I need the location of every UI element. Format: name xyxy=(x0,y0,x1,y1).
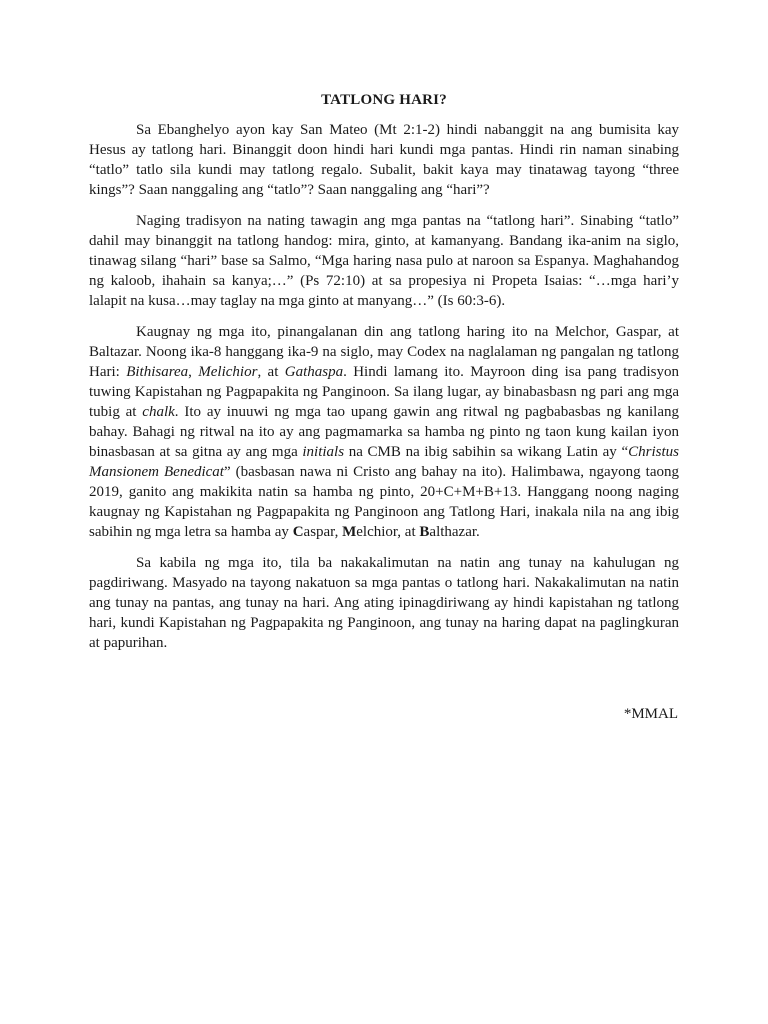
text-run: Sa kabila ng mga ito, tila ba nakakalimutan na natin ang tunay na kahulugan ng pagdiriwang. Masyado na tayong nakatuon sa mga pantas o tatlong hari. Nakakalimutan na natin ang tunay na pantas, ang tunay na hari. Ang ating ipinagdiriwang ay hindi kapistahan ng tatlong hari, kundi Kapistahan ng Pagpapakita ng Panginoon, ang tunay na haring dapat na paglingkuran at papurihan. xyxy=(89,555,679,651)
text-run: aspar, xyxy=(303,524,343,540)
text-run: , at xyxy=(257,364,285,380)
text-run: Kaugnay ng mga ito, pinangalanan din ang tatlong haring ito na Melchor, Gaspar, at Baltazar. Noong ika-8 hanggang ika-9 na siglo, may Codex na naglalaman ng pangalan ng tatlong Hari: xyxy=(89,324,679,380)
italic-term: Gathaspa xyxy=(284,364,344,380)
paragraph-2 xyxy=(89,211,679,311)
text-run: ” (basbasan nawa ni Cristo ang bahay na ito). Halimbawa, ngayong taong 2019, ganito ang makikita natin sa hamba ng pinto, 20+C+M+B+13. Hanggang noong naging kaugnay ng Kapistahan ng Pagpapakita ng Panginoon ang Tatlong Hari, inakala nila na ang ibig sabihin ng mga letra sa hamba ay xyxy=(89,464,680,540)
text-run: . Hindi lamang ito. Mayroon ding isa pang tradisyon tuwing Kapistahan ng Pagpapakita ng Panginoon. Sa ilang lugar, ay binabasbasn ng pari ang mga tubig at xyxy=(89,364,679,420)
paragraph-4 xyxy=(89,553,679,653)
paragraph-1 xyxy=(89,120,679,200)
author-signature: *MMAL xyxy=(623,706,678,722)
text-run: Naging tradisyon na nating tawagin ang mga pantas na “tatlong hari”. Sinabing “tatlo” dahil may binanggit na tatlong handog: mira, ginto, at kamanyang. Bandang ika-anim na siglo, tinawag silang “hari” base sa Salmo, “Mga haring nasa pulo at naroon sa Espanya. Maghahandog ng kaloob, ihahain sa kanya;…” (Ps 72:10) at sa propesiya ni Propeta Isaias: “…mga hari’y lalapit na kusa…may taglay na mga ginto at manyang…” (Is 60:3-6). xyxy=(89,213,679,309)
paragraph-3 xyxy=(89,322,679,542)
italic-term: Christus Mansionem Benedicat xyxy=(89,444,679,480)
text-run: na CMB na ibig sabihin sa wikang Latin ay “ xyxy=(344,444,629,460)
text-run: Sa Ebanghelyo ayon kay San Mateo (Mt 2:1-2) hindi nabanggit na ang bumisita kay Hesus ay tatlong hari. Binanggit doon hindi hari kundi mga pantas. Hindi rin naman sinabing “tatlo” tatlo sila kundi may tatlong regalo. Subalit, bakit kaya may tinatawag tayong “three kings”? Saan nanggaling ang “tatlo”? Saan nanggaling ang “hari”? xyxy=(89,122,679,198)
bold-letter: M xyxy=(342,524,357,540)
text-run: . Ito ay inuuwi ng mga tao upang gawin ang ritwal ng pagbabasbas ng kanilang bahay. Bahagi ng ritwal na ito ay ang pagmamarka sa hamba ng pinto ng taon kung kailan iyon binasbasan at sa gitna ay ang mga xyxy=(89,404,679,460)
italic-term: Bithisarea xyxy=(126,364,189,380)
italic-term: Melichior xyxy=(198,364,258,380)
text-run: elchior, at xyxy=(356,524,420,540)
italic-term: chalk xyxy=(142,404,175,420)
page-title: TATLONG HARI? xyxy=(321,92,447,108)
article-body xyxy=(89,120,679,664)
bold-letter: B xyxy=(419,524,430,540)
italic-term: initials xyxy=(302,444,345,460)
bold-letter: C xyxy=(292,524,304,540)
text-run: althazar. xyxy=(429,524,480,540)
text-run: , xyxy=(188,364,199,380)
